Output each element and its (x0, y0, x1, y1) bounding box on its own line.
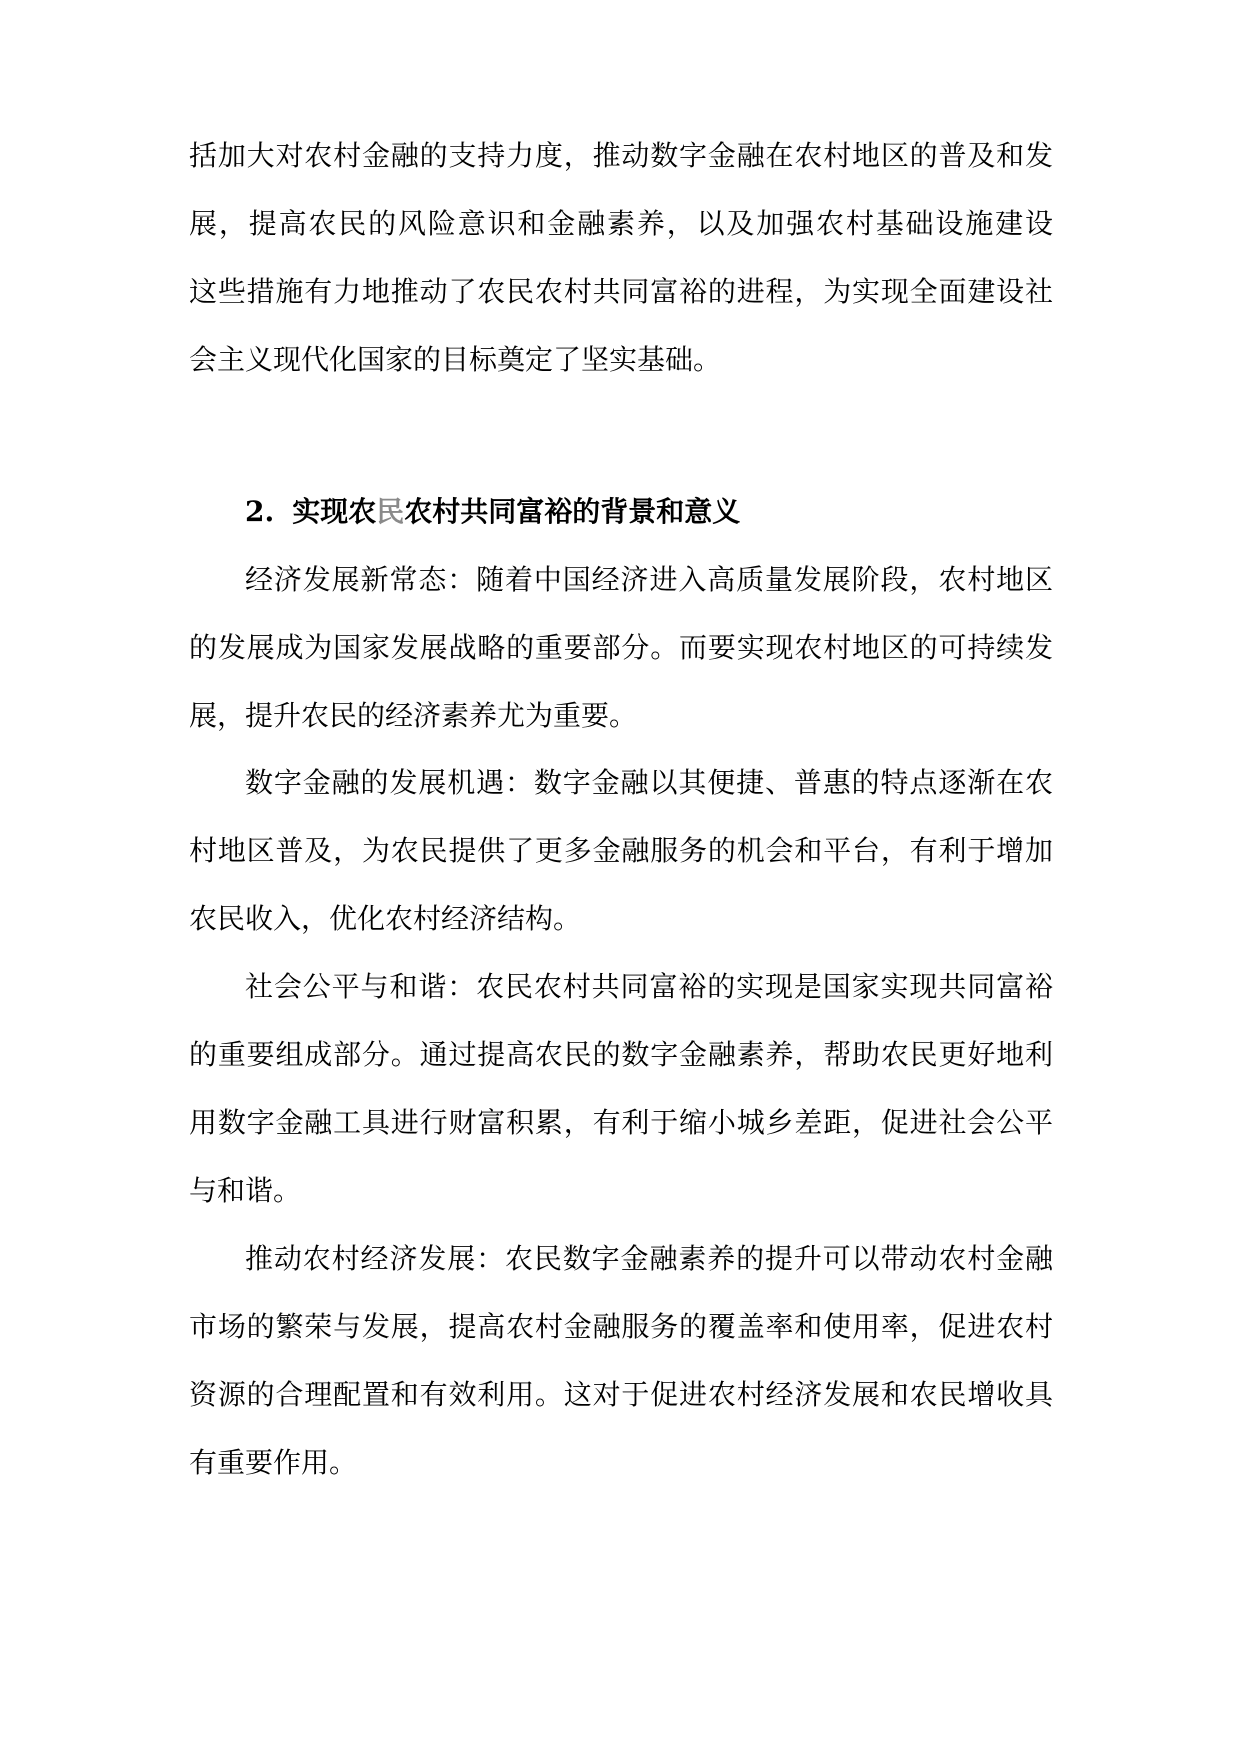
paragraph-line: 资源的合理配置和有效利用。这对于促进农村经济发展和农民增收具 (189, 1378, 1053, 1411)
paragraph-line: 农民收入，优化农村经济结构。 (189, 902, 582, 935)
paragraph-line: 经济发展新常态：随着中国经济进入高质量发展阶段，农村地区 (245, 563, 1053, 596)
section-number: 2. (245, 495, 275, 528)
paragraph-social-fairness (189, 953, 1053, 1225)
intro-paragraph (189, 122, 1053, 394)
paragraph-line: 的发展成为国家发展战略的重要部分。而要实现农村地区的可持续发 (189, 631, 1053, 664)
paragraph-line: 会主义现代化国家的目标奠定了坚实基础。 (189, 343, 722, 376)
paragraph-line: 的重要组成部分。通过提高农民的数字金融素养，帮助农民更好地利 (189, 1038, 1053, 1071)
paragraph-line: 括加大对农村金融的支持力度，推动数字金融在农村地区的普及和发 (189, 139, 1053, 172)
paragraph-economic-new-normal (189, 546, 1053, 750)
paragraph-line: 与和谐。 (189, 1174, 302, 1207)
paragraph-line: 用数字金融工具进行财富积累，有利于缩小城乡差距，促进社会公平 (189, 1106, 1053, 1139)
paragraph-line: 社会公平与和谐：农民农村共同富裕的实现是国家实现共同富裕 (245, 970, 1053, 1003)
paragraph-line: 推动农村经济发展：农民数字金融素养的提升可以带动农村金融 (245, 1242, 1053, 1275)
paragraph-digital-finance-opportunity (189, 749, 1053, 953)
paragraph-line: 村地区普及，为农民提供了更多金融服务的机会和平台，有利于增加 (189, 834, 1053, 867)
section-title-part: 农村共同富裕的背景和意义 (404, 495, 741, 528)
section-title-part: 实现农 (292, 495, 377, 528)
section-heading (245, 478, 740, 546)
paragraph-rural-economy (189, 1225, 1053, 1497)
paragraph-line: 展，提高农民的风险意识和金融素养，以及加强农村基础设施建设 (189, 207, 1053, 240)
paragraph-line: 有重要作用。 (189, 1446, 358, 1479)
section-title-faint-char: 民 (376, 495, 405, 528)
paragraph-line: 市场的繁荣与发展，提高农村金融服务的覆盖率和使用率，促进农村 (189, 1310, 1053, 1343)
paragraph-line: 展，提升农民的经济素养尤为重要。 (189, 699, 638, 732)
paragraph-line: 数字金融的发展机遇：数字金融以其便捷、普惠的特点逐渐在农 (245, 766, 1053, 799)
paragraph-line: 这些措施有力地推动了农民农村共同富裕的进程，为实现全面建设社 (189, 275, 1053, 308)
